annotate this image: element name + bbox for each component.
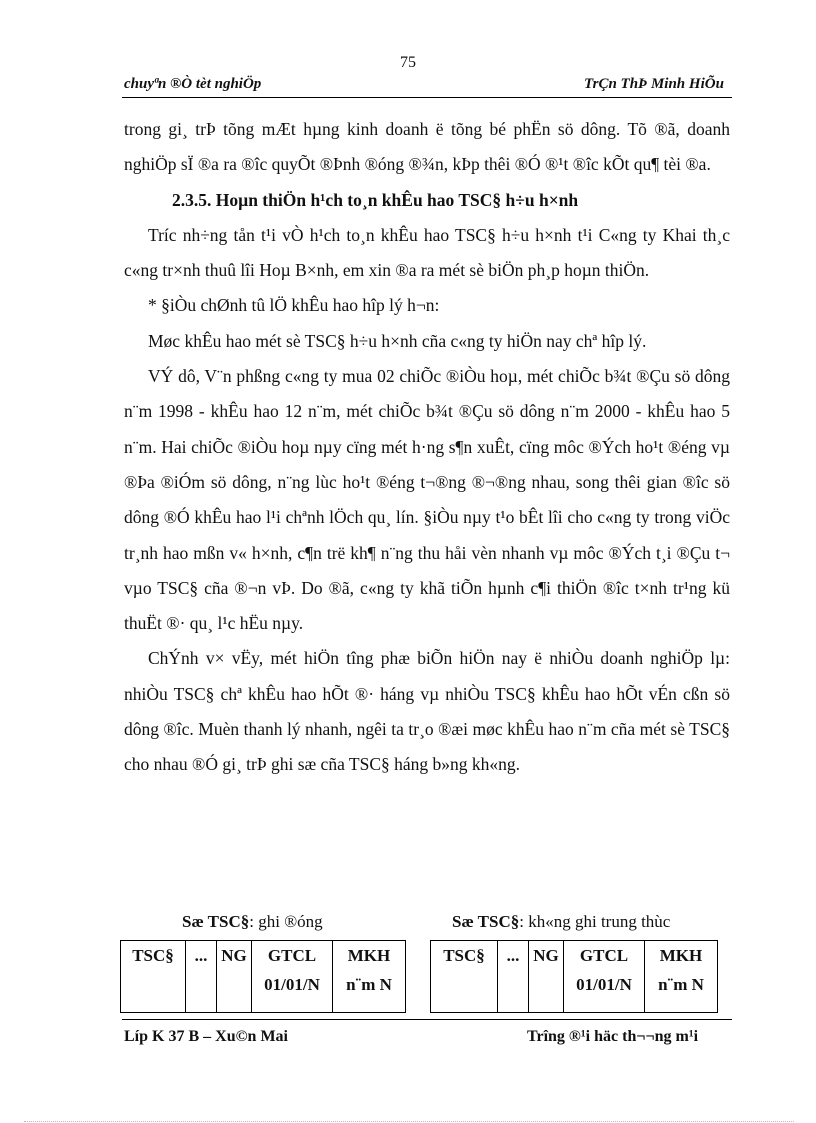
footer-class-name: Líp K 37 B – Xu©n Mai [124, 1028, 288, 1045]
table-caption-correct [182, 912, 323, 932]
asset-book-table-incorrect [430, 940, 718, 1013]
table-header-cell: GTCL 01/01/N [564, 941, 645, 1013]
table-header-cell: ... [186, 941, 217, 1013]
header-left-title: chuyªn ®Ò tèt nghiÖp [124, 76, 262, 92]
page-number: 75 [400, 54, 416, 71]
footer-university-name: Trîng ®¹i häc th¬¬ng m¹i [527, 1028, 699, 1045]
table-header-cell: MKH n¨m N [333, 941, 406, 1013]
section-heading: 2.3.5. Hoµn thiÖn h¹ch to¸n khÊu hao TSC§ h÷u h×nh [172, 189, 579, 210]
table-header-cell: NG [529, 941, 564, 1013]
paragraph: ChÝnh v× vËy, mét hiÖn tîng phæ biÕn hiÖn nay ë nhiÒu doanh nghiÖp lµ: nhiÒu TSC§ chª khÊu hao hÕt ®· háng vµ nhiÒu TSC§ khÊu hao hÕt vÉn cßn sö dông ®îc. Muèn thanh lý nhanh, ngêi ta tr¸o ®æi møc khÊu hao n¨m cña mét sè TSC§ cho nhau ®Ó gi¸ trÞ ghi sæ cña TSC§ háng b»ng kh«ng. [124, 648, 730, 775]
table-header-cell: TSC§ [431, 941, 498, 1013]
paragraph: Møc khÊu hao mét sè TSC§ h÷u h×nh cña c«ng ty hiÖn nay chª hîp lý. [148, 330, 647, 351]
caption-bold: Sæ TSC§ [182, 912, 250, 931]
table-header-cell: GTCL 01/01/N [252, 941, 333, 1013]
table-header-cell: MKH n¨m N [645, 941, 718, 1013]
paragraph: trong gi¸ trÞ tõng mÆt hµng kinh doanh ë tõng bé phËn sö dông. Tõ ®ã, doanh nghiÖp sÏ ®a ra ®îc quyÕt ®Þnh ®óng ®¾n, kÞp thêi ®Ó ®¹t ®îc kÕt qu¶ tèi ®a. [124, 119, 730, 175]
table-header-cell: ... [498, 941, 529, 1013]
asset-book-table-correct [120, 940, 406, 1013]
paragraph: VÝ dô, V¨n phßng c«ng ty mua 02 chiÕc ®iÒu hoµ, mét chiÕc b¾t ®Çu sö dông n¨m 1998 - khÊu hao 12 n¨m, mét chiÕc b¾t ®Çu sö dông n¨m 2000 - khÊu hao 5 n¨m. Hai chiÕc ®iÒu hoµ nµy cïng mét h·ng s¶n xuÊt, cïng môc ®Ých ho¹t ®éng vµ ®Þa ®iÓm sö dông, n¨ng lùc ho¹t ®éng t¬®ng ®¬®ng nhau, song thêi gian ®îc sö dông ®Ó khÊu hao l¹i chªnh lÖch qu¸ lín. §iÒu nµy t¹o bÊt lîi cho c«ng ty trong viÖc tr¸nh hao mßn v« h×nh, c¶n trë kh¶ n¨ng thu håi vèn nhanh vµ môc ®Ých t¸i ®Çu t¬ vµo TSC§ cña ®¬n vÞ. Do ®ã, c«ng ty khã tiÕn hµnh c¶i thiÖn ®îc t×nh tr¹ng kü thuËt ®· qu¸ l¹c hËu nµy. [124, 366, 730, 634]
caption-rest: : kh«ng ghi trung thùc [519, 912, 671, 931]
table-header-cell: TSC§ [121, 941, 186, 1013]
header-author-name: TrÇn ThÞ Minh HiÕu [584, 76, 724, 92]
paragraph: * §iÒu chØnh tû lÖ khÊu hao hîp lý h¬n: [148, 295, 440, 316]
table-caption-incorrect [452, 912, 670, 932]
caption-rest: : ghi ®óng [249, 912, 323, 931]
footer-divider [122, 1019, 732, 1020]
paragraph: Tríc nh÷ng tån t¹i vÒ h¹ch to¸n khÊu hao TSC§ h÷u h×nh t¹i C«ng ty Khai th¸c c«ng tr×nh thuû lîi Hoµ B×nh, em xin ®a ra mét sè biÖn ph¸p hoµn thiÖn. [124, 224, 730, 281]
caption-bold: Sæ TSC§ [452, 912, 520, 931]
table-header-cell: NG [217, 941, 252, 1013]
body-text [124, 112, 730, 783]
header-divider [122, 97, 732, 98]
page-bottom-border [24, 1121, 794, 1122]
